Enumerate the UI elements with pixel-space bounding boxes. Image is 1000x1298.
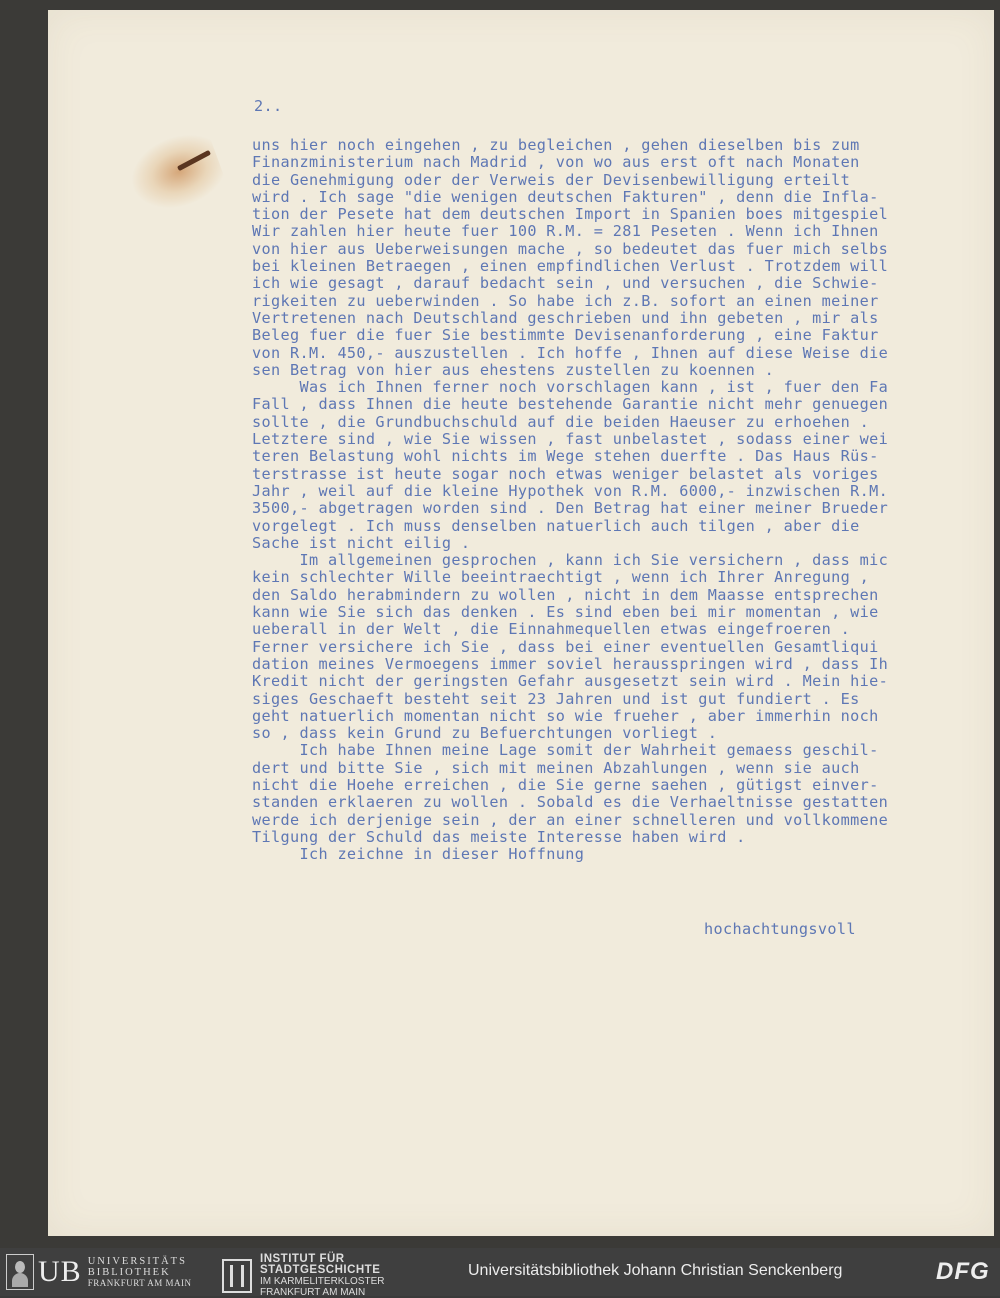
letter-line: kann wie Sie sich das denken . Es sind eben bei mir momentan , wie <box>252 603 879 622</box>
ub-logo-letters: UB <box>38 1255 82 1288</box>
letter-line: Kredit nicht der geringsten Gefahr ausgesetzt sein wird . Mein hie- <box>252 672 889 691</box>
letter-line: Ich habe Ihnen meine Lage somit der Wahrheit gemaess geschil- <box>252 741 879 760</box>
letter-line: vorgelegt . Ich muss denselben natuerlich auch tilgen , aber die <box>252 516 860 535</box>
ub-logo-line: UNIVERSITÄTS <box>87 1255 187 1267</box>
letter-line: rigkeiten zu ueberwinden . So habe ich z.B. sofort an einen meiner <box>252 291 879 310</box>
letter-line: standen erklaeren zu wollen . Sobald es die Verhaeltnisse gestatten <box>252 793 889 812</box>
letter-line: sollte , die Grundbuchschuld auf die beiden Haeuser zu erhoehen . <box>252 412 870 431</box>
isg-logo-line: INSTITUT FÜR <box>260 1253 345 1265</box>
letter-line: dert und bitte Sie , sich mit meinen Abzahlungen , wenn sie auch <box>252 758 860 777</box>
letter-line: Jahr , weil auf die kleine Hypothek von R.M. 6000,- inzwischen R.M. <box>252 481 889 500</box>
letter-line: von hier aus Ueberweisungen mache , so bedeutet das fuer mich selbs <box>252 239 889 258</box>
letter-line: werde ich derjenige sein , der an einer schnelleren und vollkommene <box>252 810 889 829</box>
letter-line: ueberall in der Welt , die Einnahmequellen etwas eingefroeren . <box>252 620 851 639</box>
letter-line: tion der Pesete hat dem deutschen Import in Spanien boes mitgespiel <box>252 205 889 224</box>
letter-line: uns hier noch eingehen , zu begleichen , gehen dieselben bis zum <box>252 136 860 154</box>
letter-line: wird . Ich sage "die wenigen deutschen Fakturen" , denn die Infla- <box>252 187 879 206</box>
letter-line: den Saldo herabmindern zu wollen , nicht in dem Maasse entsprechen <box>252 585 879 604</box>
letter-line: terstrasse ist heute sogar noch etwas weniger belastet als voriges <box>252 464 879 483</box>
letter-line: teren Belastung wohl nichts im Wege stehen duerfte . Das Haus Rüs- <box>252 447 879 466</box>
letter-line: die Genehmigung oder der Verweis der Devisenbewilligung erteilt <box>252 170 851 189</box>
letter-line: kein schlechter Wille beeintraechtigt , wenn ich Ihrer Anregung , <box>252 568 870 587</box>
isg-logo[interactable] <box>222 1254 384 1298</box>
dfg-logo[interactable]: DFG <box>936 1258 990 1285</box>
letter-line: bei kleinen Betraegen , einen empfindlichen Verlust . Trotzdem will <box>252 257 889 276</box>
letter-line: Sache ist nicht eilig . <box>252 533 471 552</box>
letter-line: Tilgung der Schuld das meiste Interesse haben wird . <box>252 827 746 846</box>
letter-line: Was ich Ihnen ferner noch vorschlagen kann , ist , fuer den Fa <box>252 378 889 397</box>
letter-page <box>48 10 994 1236</box>
letter-line: Im allgemeinen gesprochen , kann ich Sie versichern , dass mic <box>252 551 889 570</box>
letter-body <box>252 137 992 863</box>
letter-line: Letztere sind , wie Sie wissen , fast unbelastet , sodass einer wei <box>252 430 889 449</box>
ub-logo-line: FRANKFURT AM MAIN <box>87 1277 192 1288</box>
letter-line: Ferner versichere ich Sie , dass bei einer eventuellen Gesamtliqui <box>252 637 879 656</box>
isg-logo-line: STADTGESCHICHTE <box>260 1264 381 1276</box>
letter-line: siges Geschaeft besteht seit 23 Jahren und ist gut fundiert . Es <box>252 689 860 708</box>
letter-line: sen Betrag von hier aus ehestens zustellen zu koennen . <box>252 360 775 379</box>
letter-line: ich wie gesagt , darauf bedacht sein , und versuchen , die Schwie- <box>252 274 879 293</box>
page-number: 2.. <box>254 97 283 115</box>
letter-line: Vertretenen nach Deutschland geschrieben und ihn gebeten , mir als <box>252 308 879 327</box>
institute-icon <box>222 1259 252 1293</box>
letter-line: dation meines Vermoegens immer soviel herausspringen wird , dass Ih <box>252 654 889 673</box>
isg-logo-line: IM KARMELITERKLOSTER <box>260 1276 385 1287</box>
letter-line: nicht die Hoehe erreichen , die Sie gerne saehen , gütigst einver- <box>252 775 879 794</box>
library-credit: Universitätsbibliothek Johann Christian Senckenberg <box>468 1262 843 1279</box>
ub-logo[interactable] <box>6 1254 192 1290</box>
closing-salutation: hochachtungsvoll <box>704 920 856 938</box>
rust-stain <box>121 125 230 222</box>
letter-line: Ich zeichne in dieser Hoffnung <box>252 845 585 864</box>
ub-logo-text <box>88 1256 192 1289</box>
letter-line: Wir zahlen hier heute fuer 100 R.M. = 281 Peseten . Wenn ich Ihnen <box>252 222 879 241</box>
portrait-icon <box>6 1254 34 1290</box>
isg-logo-text <box>260 1254 384 1298</box>
letter-line: geht natuerlich momentan nicht so wie frueher , aber immerhin noch <box>252 706 879 725</box>
footer-bar <box>0 1248 1000 1296</box>
letter-line: Finanzministerium nach Madrid , von wo aus erst oft nach Monaten <box>252 153 860 172</box>
letter-line: so , dass kein Grund zu Befuerchtungen vorliegt . <box>252 724 718 743</box>
letter-line: Fall , dass Ihnen die heute bestehende Garantie nicht mehr genuegen <box>252 395 889 414</box>
ub-logo-line: BIBLIOTHEK <box>87 1266 171 1278</box>
letter-line: Beleg fuer die fuer Sie bestimmte Devisenanforderung , eine Faktur <box>252 326 879 345</box>
letter-line: von R.M. 450,- auszustellen . Ich hoffe , Ihnen auf diese Weise die <box>252 343 889 362</box>
isg-logo-line: FRANKFURT AM MAIN <box>260 1287 366 1298</box>
letter-line: 3500,- abgetragen worden sind . Den Betrag hat einer meiner Brueder <box>252 499 889 518</box>
